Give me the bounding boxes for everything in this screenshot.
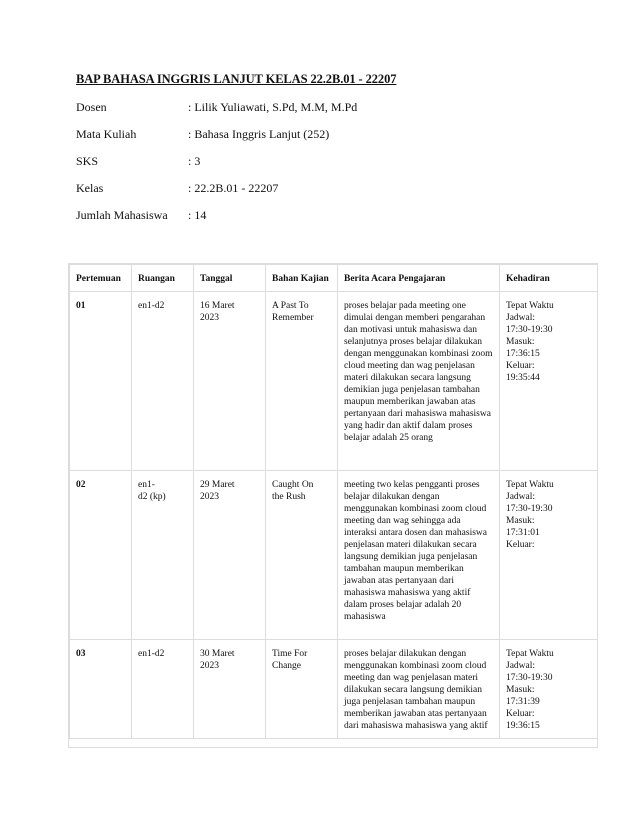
meta-label: SKS xyxy=(76,154,99,168)
column-header-kehadiran: Kehadiran xyxy=(500,265,599,292)
table-row xyxy=(70,640,599,739)
column-header-tanggal: Tanggal xyxy=(194,265,266,292)
cell-berita-acara: meeting two kelas pengganti proses belajar dilakukan dengan menggunakan kombinasi zoom cloud meeting dan wag sehingga ada interaksi antara dosen dan mahasiswa penjelasan materi dilakukan secara langsung demikian juga penjelasan tambahan maupun memberikan jawaban atas pertanyaan dari mahasiswa mahasiswa yang aktif dalam proses belajar adalah 20 mahasiswa xyxy=(338,471,500,640)
column-header-pertemuan: Pertemuan xyxy=(70,265,132,292)
meta-row-sks xyxy=(76,154,357,181)
cell-kehadiran: Tepat Waktu Jadwal: 17:30-19:30 Masuk: 17:36:15 Keluar: 19:35:44 xyxy=(500,292,599,471)
column-header-bahan-kajian: Bahan Kajian xyxy=(266,265,338,292)
table-header-row xyxy=(70,265,599,292)
cell-bahan-kajian: A Past To Remember xyxy=(266,292,338,471)
cell-bahan-kajian: Time For Change xyxy=(266,640,338,739)
cell-kehadiran: Tepat Waktu Jadwal: 17:30-19:30 Masuk: 17:31:01 Keluar: xyxy=(500,471,599,640)
meta-label: Jumlah Mahasiswa xyxy=(76,208,168,222)
meta-value: : Lilik Yuliawati, S.Pd, M.M, M.Pd xyxy=(188,100,358,114)
cell-pertemuan: 03 xyxy=(70,640,132,739)
meta-value: : 22.2B.01 - 22207 xyxy=(188,181,279,195)
table-row xyxy=(70,471,599,640)
cell-ruangan: en1-d2 xyxy=(132,292,194,471)
attendance-table xyxy=(69,264,598,739)
meta-value: : 14 xyxy=(188,208,207,222)
meta-value: : 3 xyxy=(188,154,201,168)
column-header-berita-acara: Berita Acara Pengajaran xyxy=(338,265,500,292)
cell-tanggal: 16 Maret 2023 xyxy=(194,292,266,471)
meta-label: Kelas xyxy=(76,181,104,195)
cell-tanggal: 30 Maret 2023 xyxy=(194,640,266,739)
meta-value: : Bahasa Inggris Lanjut (252) xyxy=(188,127,330,141)
meta-label: Mata Kuliah xyxy=(76,127,137,141)
attendance-table-wrapper xyxy=(68,263,598,748)
cell-pertemuan: 02 xyxy=(70,471,132,640)
cell-tanggal: 29 Maret 2023 xyxy=(194,471,266,640)
column-header-ruangan: Ruangan xyxy=(132,265,194,292)
cell-ruangan: en1-d2 xyxy=(132,640,194,739)
meta-row-mata-kuliah xyxy=(76,127,357,154)
document-title: BAP BAHASA INGGRIS LANJUT KELAS 22.2B.01 - 22207 xyxy=(76,72,397,86)
cell-bahan-kajian: Caught On the Rush xyxy=(266,471,338,640)
cell-kehadiran: Tepat Waktu Jadwal: 17:30-19:30 Masuk: 17:31:39 Keluar: 19:36:15 xyxy=(500,640,599,739)
meta-row-jumlah-mahasiswa xyxy=(76,208,357,235)
meta-row-dosen xyxy=(76,100,357,127)
meta-row-kelas xyxy=(76,181,357,208)
document-meta xyxy=(76,100,357,235)
table-row xyxy=(70,292,599,471)
meta-label: Dosen xyxy=(76,100,107,114)
cell-pertemuan: 01 xyxy=(70,292,132,471)
cell-ruangan: en1- d2 (kp) xyxy=(132,471,194,640)
cell-berita-acara: proses belajar pada meeting one dimulai dengan memberi pengarahan dan motivasi untuk mahasiswa dan selanjutnya proses belajar dilakukan dengan menggunakan kombinasi zoom cloud meeting dan wag penjelasan materi dilakukan secara langsung demikian juga penjelasan tambahan maupun memberikan jawaban atas pertanyaan dari mahasiswa mahasiswa yang hadir dan aktif dalam proses belajar adalah 25 orang xyxy=(338,292,500,471)
cell-berita-acara: proses belajar dilakukan dengan menggunakan kombinasi zoom cloud meeting dan wag penjelasan materi dilakukan secara langsung demikian juga penjelasan tambahan maupun memberikan jawaban atas pertanyaan dari mahasiswa mahasiswa yang aktif xyxy=(338,640,500,739)
